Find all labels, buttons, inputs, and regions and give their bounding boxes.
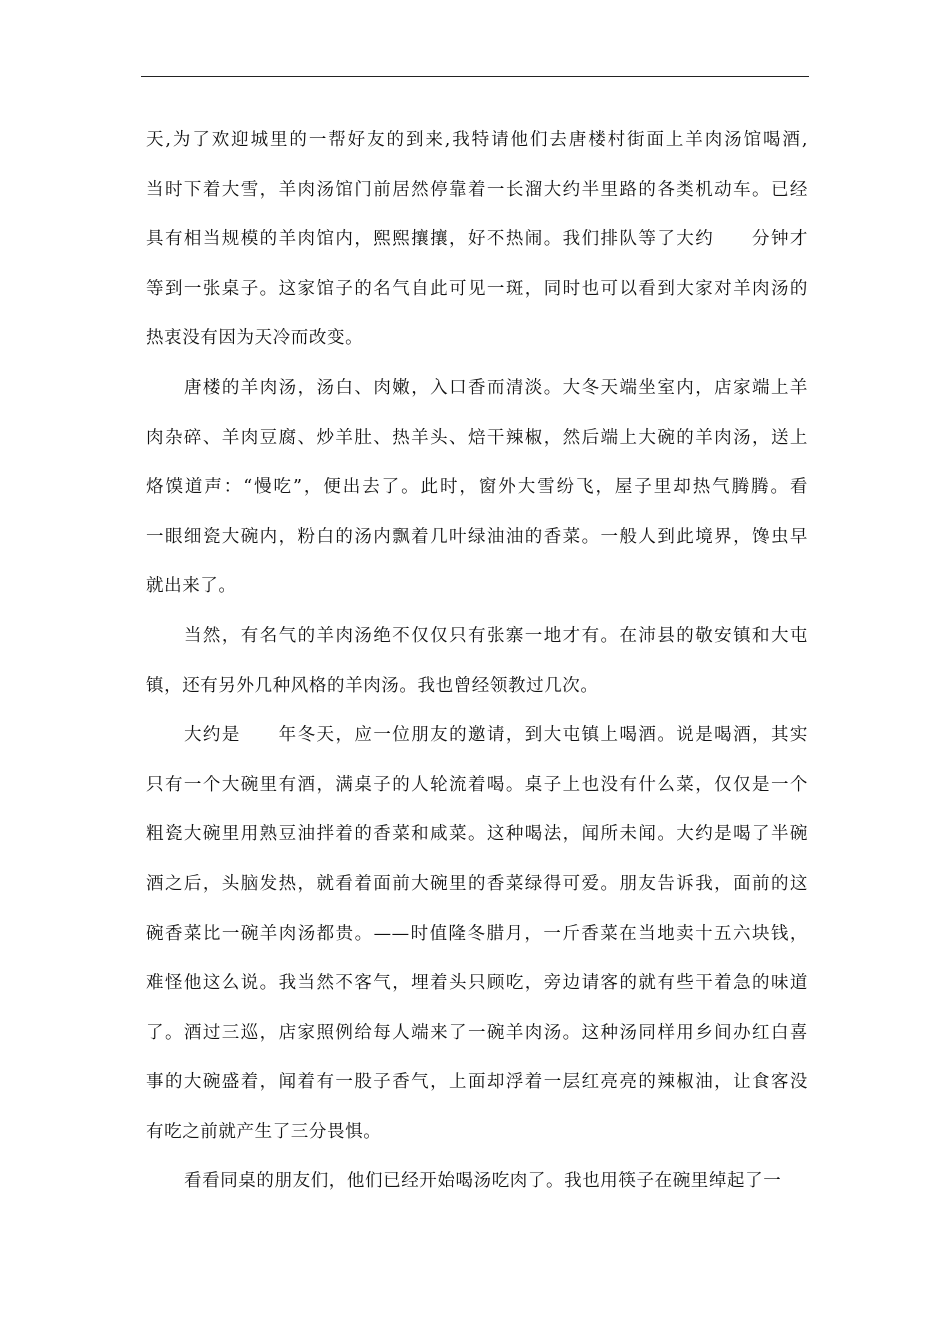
article-body: [146, 116, 808, 1207]
text-line: 具有相当规模的羊肉馆内，熙熙攘攘，好不热闹。我们排队等了大约 分钟才: [146, 229, 808, 250]
paragraph: [146, 364, 808, 612]
text-line: 粗瓷大碗里用熟豆油拌着的香菜和咸菜。这种喝法，闻所未闻。大约是喝了半碗: [146, 824, 808, 845]
paragraph: [146, 612, 808, 711]
text-line: 了。酒过三巡，店家照例给每人端来了一碗羊肉汤。这种汤同样用乡间办红白喜: [146, 1022, 808, 1043]
text-line: 事的大碗盛着，闻着有一股子香气，上面却浮着一层红亮亮的辣椒油，让食客没: [146, 1072, 808, 1093]
text-line: 就出来了。: [146, 576, 237, 597]
text-line: 当然，有名气的羊肉汤绝不仅仅只有张寨一地才有。在沛县的敬安镇和大屯: [184, 625, 808, 646]
text-line: 只有一个大碗里有酒，满桌子的人轮流着喝。桌子上也没有什么菜，仅仅是一个: [146, 774, 808, 795]
text-line: 烙馍道声：“慢吃”，便出去了。此时，窗外大雪纷飞，屋子里却热气腾腾。看: [146, 477, 808, 498]
paragraph: [146, 1157, 808, 1207]
text-line: 难怪他这么说。我当然不客气，埋着头只顾吃，旁边请客的就有些干着急的味道: [146, 973, 808, 994]
text-line: 肉杂碎、羊肉豆腐、炒羊肚、热羊头、焙干辣椒，然后端上大碗的羊肉汤，送上: [146, 427, 808, 448]
header-rule: [141, 76, 809, 77]
text-line: 有吃之前就产生了三分畏惧。: [146, 1121, 382, 1142]
text-line: 碗香菜比一碗羊肉汤都贵。——时值隆冬腊月，一斤香菜在当地卖十五六块钱，: [146, 923, 808, 944]
text-line: 看看同桌的朋友们，他们已经开始喝汤吃肉了。我也用筷子在碗里绰起了一: [184, 1171, 782, 1192]
text-line: 镇，还有另外几种风格的羊肉汤。我也曾经领教过几次。: [146, 675, 599, 696]
paragraph: [146, 116, 808, 364]
text-line: 大约是 年冬天，应一位朋友的邀请，到大屯镇上喝酒。说是喝酒，其实: [184, 725, 808, 746]
paragraph: [146, 711, 808, 1157]
text-line: 天,为了欢迎城里的一帮好友的到来,我特请他们去唐楼村街面上羊肉汤馆喝酒,: [146, 130, 808, 150]
text-line: 热衷没有因为天冷而改变。: [146, 328, 364, 349]
text-line: 等到一张桌子。这家馆子的名气自此可见一斑，同时也可以看到大家对羊肉汤的: [146, 278, 808, 299]
text-line: 一眼细瓷大碗内，粉白的汤内飘着几叶绿油油的香菜。一般人到此境界，馋虫早: [146, 526, 808, 547]
text-line: 酒之后，头脑发热，就看着面前大碗里的香菜绿得可爱。朋友告诉我，面前的这: [146, 873, 808, 894]
text-line: 当时下着大雪，羊肉汤馆门前居然停靠着一长溜大约半里路的各类机动车。已经: [146, 179, 808, 200]
text-line: 唐楼的羊肉汤，汤白、肉嫩，入口香而清淡。大冬天端坐室内，店家端上羊: [184, 377, 808, 398]
